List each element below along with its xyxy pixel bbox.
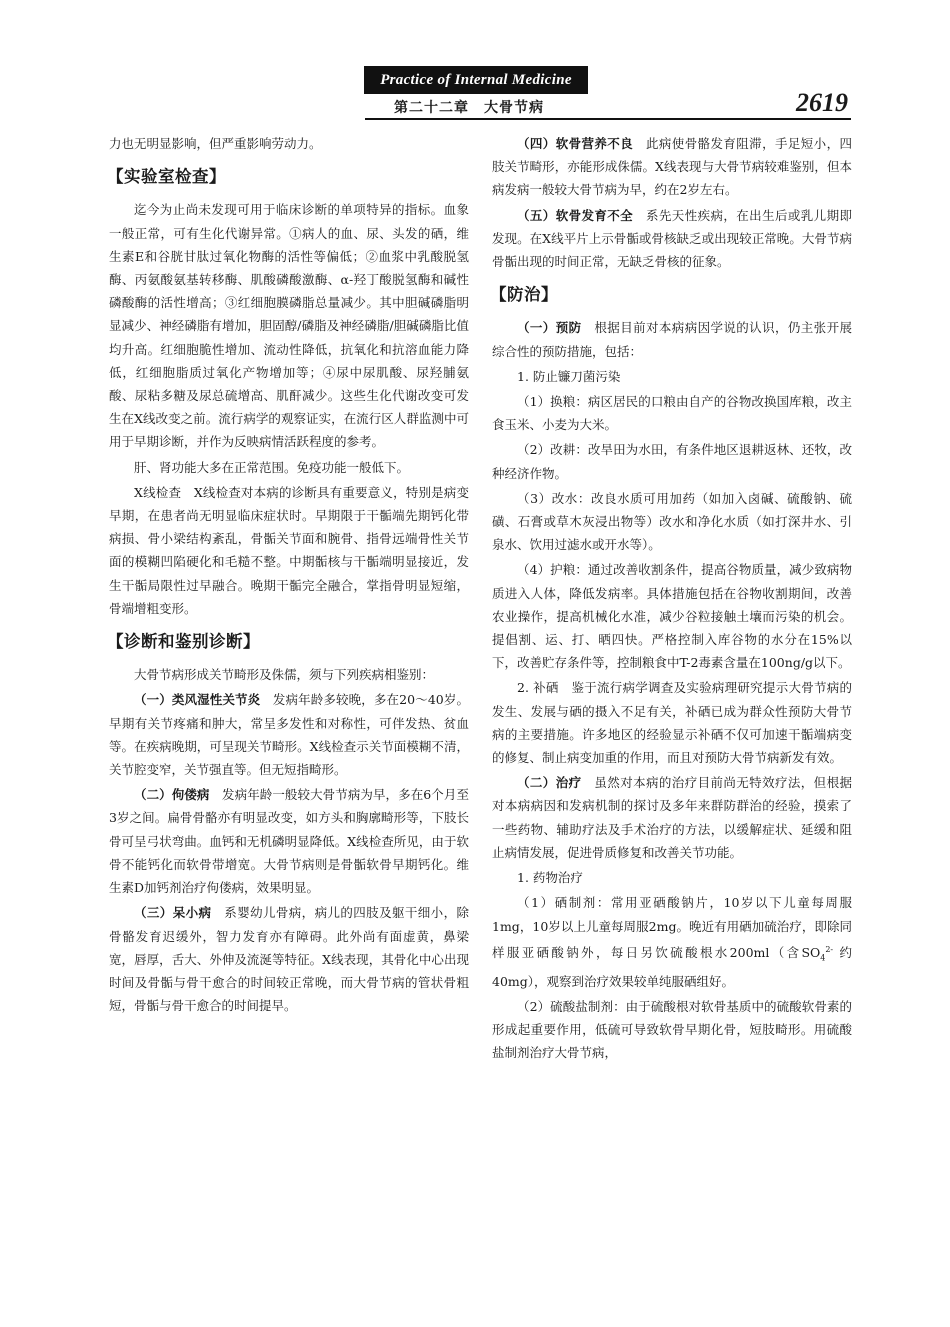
subheading: （五）软骨发育不全 bbox=[517, 207, 634, 223]
right-column bbox=[492, 132, 852, 1066]
header-rule bbox=[365, 118, 851, 120]
paragraph: （三）呆小病 系婴幼儿骨病，病儿的四肢及躯干细小，除骨骼发育迟缓外，智力发育亦有障碍。此外尚有面虚黄，鼻梁宽，唇厚，舌大、外伸及流涎等特征。X线表现，其骨化中心出现时间及骨骺与骨干愈合的时间较正常晚，而大骨节病的管状骨粗短，骨骺与骨干愈合的时间提早。 bbox=[109, 905, 469, 1014]
paragraph: （1）硒制剂：常用亚硒酸钠片，10岁以下儿童每周服1mg，10岁以上儿童每周服2mg。晚近有用硒加硫治疗，即除同样服亚硒酸钠外，每日另饮硫酸根水200ml（含$SO_4^{2-}$ 约40mg），观察到治疗效果较单纯服硒组好。 bbox=[492, 895, 852, 989]
section-heading-diagnosis: 【诊断和鉴别诊断】 bbox=[107, 632, 260, 652]
subheading: （一）预防 bbox=[517, 320, 582, 336]
paragraph: （2）改耕：改旱田为水田，有条件地区退耕返林、还牧，改种经济作物。 bbox=[492, 442, 852, 481]
paragraph: （四）软骨营养不良 此病使骨骼发育阻滞，手足短小，四肢关节畸形，亦能形成侏儒。X线表现与大骨节病较难鉴别，但本病发病一般较大骨节病为早，约在2岁左右。 bbox=[492, 136, 852, 198]
left-column bbox=[109, 132, 469, 1019]
xray-label: X线检查 bbox=[134, 484, 182, 500]
paragraph: （一）预防 根据目前对本病病因学说的认识，仍主张开展综合性的预防措施，包括： bbox=[492, 320, 852, 359]
paragraph: （4）护粮：通过改善收割条件，提高谷物质量，减少致病物质进入人体，降低发病率。具体措施包括在谷物收割期间，改善农业操作，提高机械化水准，减少谷粒接触土壤而污染的机会。提倡割、运、打、晒四快。严格控制入库谷物的水分在15%以下，改善贮存条件等，控制粮食中T-2毒素含量在100ng/g以下。 bbox=[492, 562, 852, 671]
paragraph: （二）治疗 虽然对本病的治疗目前尚无特效疗法，但根据对本病病因和发病机制的探讨及多年来群防群治的经验，摸索了一些药物、辅助疗法及手术治疗的方法，以缓解症状、延缓和阻止病情发展，促进骨质修复和改善关节功能。 bbox=[492, 775, 852, 860]
subheading: （二）治疗 bbox=[517, 775, 582, 791]
paragraph: （2）硫酸盐制剂：由于硫酸根对软骨基质中的硫酸软骨素的形成起重要作用，低硫可导致软骨早期化骨，短肢畸形。用硫酸盐制剂治疗大骨节病， bbox=[492, 998, 852, 1061]
paragraph: 大骨节病形成关节畸形及侏儒，须与下列疾病相鉴别： bbox=[134, 667, 435, 683]
paragraph: 1. 药物治疗 bbox=[517, 870, 583, 886]
section-heading-prevention: 【防治】 bbox=[490, 285, 558, 305]
sulfate-formula: $SO_4^{2-}$ bbox=[801, 944, 834, 963]
paragraph: （五）软骨发育不全 系先天性疾病，在出生后或乳儿期即发现。在X线平片上示骨骺或骨核缺乏或出现较正常晚。大骨节病骨骺出现的时间正常，无缺乏骨核的征象。 bbox=[492, 207, 852, 270]
subheading: （三）呆小病 bbox=[134, 905, 212, 921]
paragraph: （1）换粮：病区居民的口粮由自产的谷物改换国库粮，改主食玉米、小麦为大米。 bbox=[492, 394, 852, 433]
section-heading-lab: 【实验室检查】 bbox=[107, 167, 226, 187]
paragraph: （一）类风湿性关节炎 发病年龄多较晚，多在20～40岁。早期有关节疼痛和肿大，常呈多发性和对称性，可伴发热、贫血等。在疾病晚期，可呈现关节畸形。X线检查示关节面模糊不清，关节腔变窄，关节强直等。但无短指畸形。 bbox=[109, 692, 469, 778]
paragraph: X线检查 X线检查对本病的诊断具有重要意义，特别是病变早期，在患者尚无明显临床症状时。早期限于干骺端先期钙化带病损、骨小梁结构紊乱，骨骺关节面和腕骨、指骨远端骨性关节面的模糊凹陷硬化和毛糙不整。中期骺核与干骺端明显接近，发生干骺局限性过早融合。晚期干骺完全融合，掌指骨明显短缩，骨端增粗变形。 bbox=[109, 484, 469, 616]
paragraph: 迄今为止尚未发现可用于临床诊断的单项特异的指标。血象一般正常，可有生化代谢异常。①病人的血、尿、头发的硒，维生素E和谷胱甘肽过氧化物酶的活性等偏低；②血浆中乳酸脱氢酶、丙氨酸氨基转移酶、肌酸磷酸激酶、α-羟丁酸脱氢酶和碱性磷酸酶的活性增高；③红细胞膜磷脂总量减少。其中胆碱磷脂明显减少、神经磷脂有增加，胆固醇/磷脂及神经磷脂/胆碱磷脂比值均升高。红细胞脆性增加、流动性降低，抗氧化和抗溶血能力降低，红细胞脂质过氧化产物增加等；④尿中尿肌酸、尿羟脯氨酸、尿粘多糖及尿总硫增高、肌酐减少。这些生化代谢改变可发生在X线改变之前。流行病学的观察证实，在流行区人群监测中可用于早期诊断，并作为反映病情活跃程度的参考。 bbox=[109, 202, 469, 450]
paragraph: 1. 防止镰刀菌污染 bbox=[517, 368, 621, 384]
paragraph: 力也无明显影响，但严重影响劳动力。 bbox=[109, 136, 322, 151]
journal-banner: Practice of Internal Medicine bbox=[364, 66, 588, 94]
paragraph: （二）佝偻病 发病年龄一般较大骨节病为早，多在6个月至3岁之间。扁骨骨骼亦有明显改变，如方头和胸廓畸形等，下肢长骨可呈弓状弯曲。血钙和无机磷明显降低。X线检查所见，由于软骨不能钙化而软骨带增宽。大骨节病则是骨骺软骨早期钙化。维生素D加钙剂治疗佝偻病，效果明显。 bbox=[109, 787, 469, 896]
subheading: （二）佝偻病 bbox=[134, 787, 210, 803]
subheading: （四）软骨营养不良 bbox=[517, 136, 634, 151]
paragraph: 2. 补硒 鉴于流行病学调查及实验病理研究提示大骨节病的发生、发展与硒的摄入不足有关，补硒已成为群众性预防大骨节病的主要措施。许多地区的经验显示补硒不仅可加速干骺端病变的修复、制止病变加重的作用，而且对预防大骨节病新发有效。 bbox=[492, 680, 852, 766]
chapter-title: 第二十二章 大骨节病 bbox=[394, 100, 544, 116]
subheading: （一）类风湿性关节炎 bbox=[134, 692, 261, 708]
paragraph: （3）改水：改良水质可用加药（如加入卤碱、硫酸钠、硫磺、石膏或草木灰浸出物等）改水和净化水质（如打深井水、引泉水、饮用过滤水或开水等）。 bbox=[492, 490, 852, 553]
page-number: 2619 bbox=[796, 88, 848, 117]
paragraph: 肝、肾功能大多在正常范围。免疫功能一般低下。 bbox=[134, 459, 410, 475]
